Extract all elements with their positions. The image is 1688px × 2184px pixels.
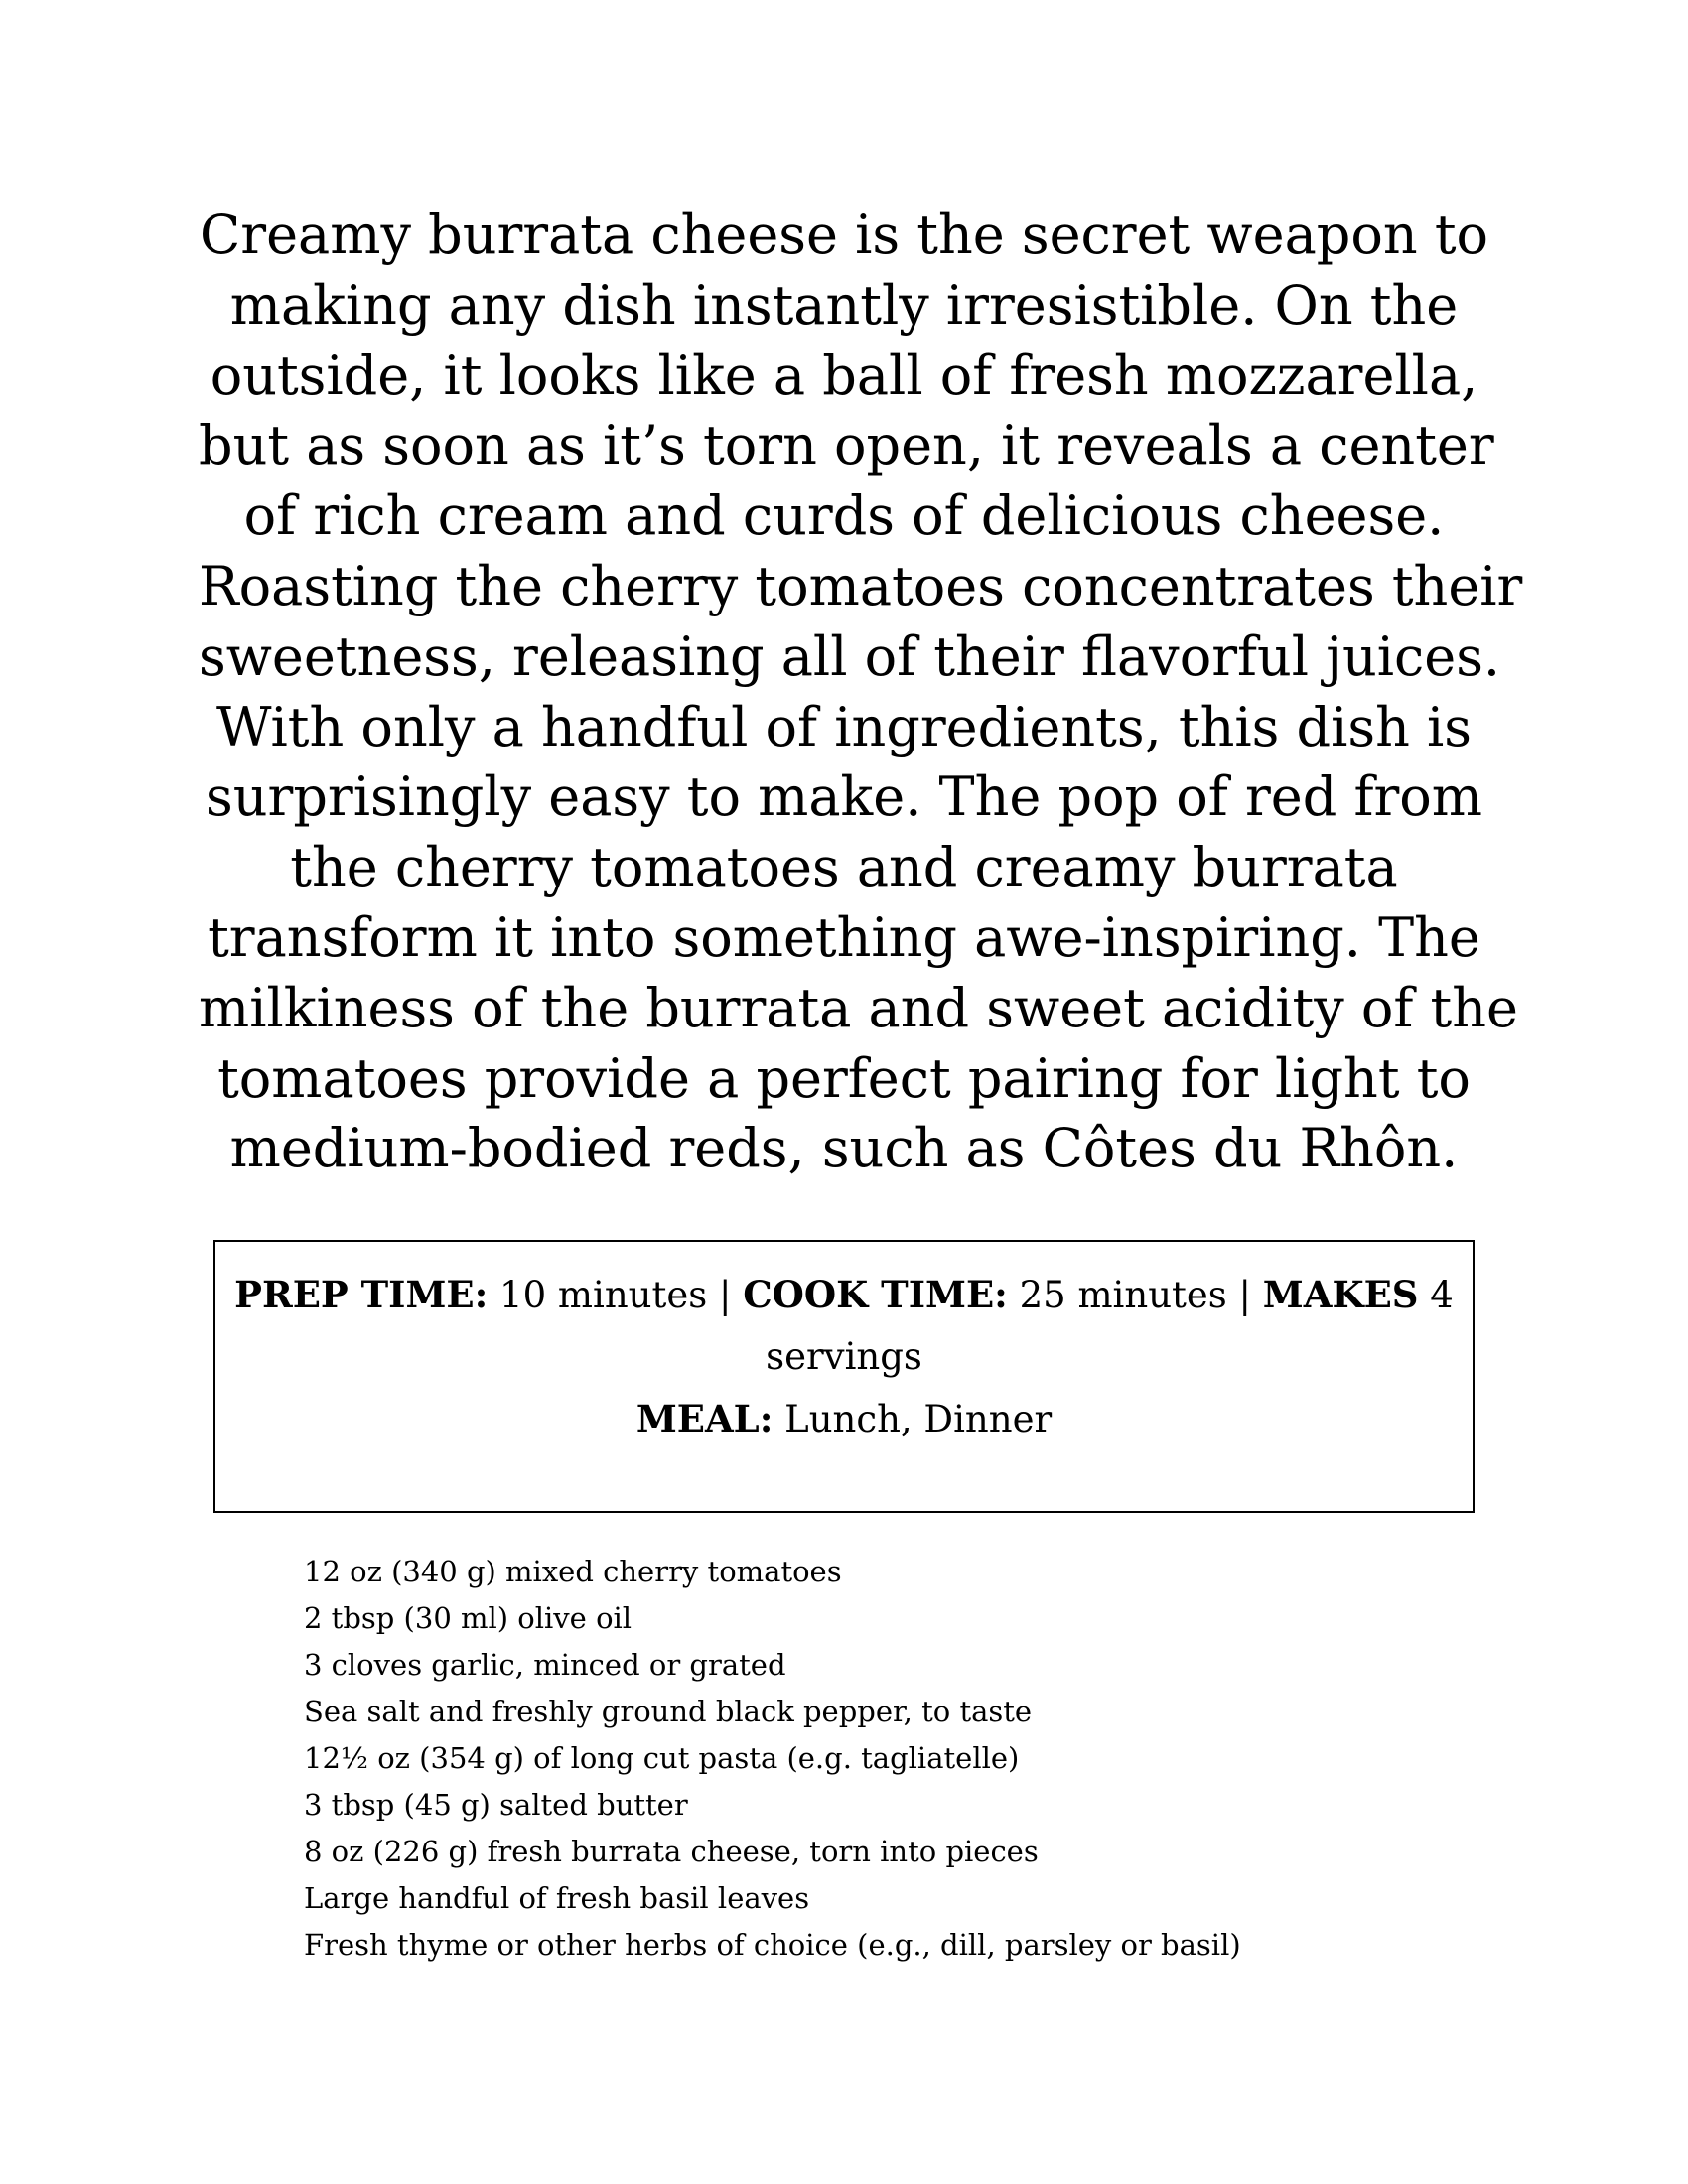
intro-line: Creamy burrata cheese is the secret weapon to [199, 204, 1489, 266]
intro-line: but as soon as it’s torn open, it reveals a center [199, 414, 1494, 478]
intro-line: tomatoes provide a perfect pairing for light to [217, 1046, 1471, 1110]
meal-value: Lunch, Dinner [773, 1398, 1053, 1440]
intro-line: surprisingly easy to make. The pop of red from [206, 765, 1482, 829]
ingredient-item: 12½ oz (354 g) of long cut pasta (e.g. tagliatelle) [304, 1741, 1020, 1775]
cook-time-value: 25 minutes | [1007, 1274, 1263, 1316]
intro-line: making any dish instantly irresistible. On the [229, 273, 1459, 337]
ingredient-item: 8 oz (226 g) fresh burrata cheese, torn into pieces [304, 1835, 1039, 1868]
ingredient-item: Fresh thyme or other herbs of choice (e.g., dill, parsley or basil) [304, 1928, 1241, 1962]
ingredient-item: Large handful of fresh basil leaves [304, 1881, 810, 1915]
prep-time-value: 10 minutes | [488, 1274, 744, 1316]
time-summary-line [215, 1264, 1473, 1326]
intro-line: the cherry tomatoes and creamy burrata [290, 836, 1398, 899]
intro-line: medium-bodied reds, such as Côtes du Rhôn. [229, 1117, 1459, 1180]
intro-line: transform it into something awe-inspiring. The [208, 905, 1480, 969]
meal-label: MEAL: [635, 1397, 774, 1440]
intro-line: Roasting the cherry tomatoes concentrates their [199, 554, 1523, 617]
ingredient-item: 2 tbsp (30 ml) olive oil [304, 1601, 633, 1635]
intro-paragraph [199, 201, 1523, 1184]
intro-line: With only a handful of ingredients, this dish is [215, 695, 1473, 758]
ingredient-item: 3 tbsp (45 g) salted butter [304, 1788, 688, 1822]
meal-line [215, 1388, 1473, 1450]
intro-line: of rich cream and curds of delicious cheese. [243, 484, 1445, 548]
recipe-info-box [213, 1240, 1475, 1513]
servings-text: servings [766, 1335, 922, 1378]
intro-line: sweetness, releasing all of their flavorful juices. [199, 624, 1501, 688]
cook-time-label: COOK TIME: [743, 1273, 1008, 1316]
makes-value: 4 [1418, 1274, 1454, 1316]
ingredients-list [304, 1549, 1241, 1969]
intro-line: outside, it looks like a ball of fresh mozzarella, [210, 343, 1478, 407]
ingredient-item: 12 oz (340 g) mixed cherry tomatoes [304, 1555, 842, 1588]
ingredient-item: 3 cloves garlic, minced or grated [304, 1648, 786, 1682]
ingredient-item: Sea salt and freshly ground black pepper, to taste [304, 1695, 1033, 1728]
intro-line: milkiness of the burrata and sweet acidity of the [199, 976, 1518, 1039]
prep-time-label: PREP TIME: [234, 1273, 489, 1316]
makes-label: MAKES [1262, 1273, 1419, 1316]
